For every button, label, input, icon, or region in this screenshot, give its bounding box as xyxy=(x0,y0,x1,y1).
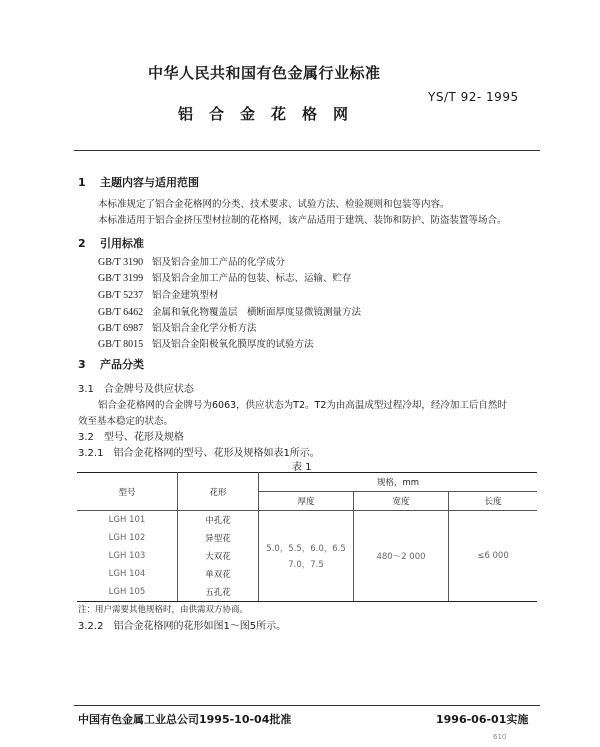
header-spec: 规格，mm xyxy=(259,473,538,492)
cell-width: 480～2 000 xyxy=(354,511,449,602)
table-row xyxy=(77,511,537,530)
reference-item xyxy=(98,304,361,318)
subsection-3-2-2-text: 3.2.2 铝合金花格网的花形如图1～图5所示。 xyxy=(78,621,287,632)
reference-title: 铝及铝合金加工产品的化学成分 xyxy=(152,257,286,268)
cell-pattern: 五孔花 xyxy=(178,583,259,602)
table-1-caption: 表 1 xyxy=(292,462,312,473)
reference-item xyxy=(98,320,257,334)
section-2-number: 2 xyxy=(78,237,86,250)
subsection-3-1-line-2: 效至基本稳定的状态。 xyxy=(78,416,174,427)
table-1 xyxy=(77,472,537,602)
header-model: 型号 xyxy=(77,473,178,511)
reference-code: GB/T 8015 xyxy=(98,339,144,350)
implementation-date: 1996-06-01实施 xyxy=(436,713,529,726)
page-mark: 610 xyxy=(493,733,507,741)
reference-title: 金属和氧化物覆盖层 横断面厚度显微镜测量方法 xyxy=(152,307,362,318)
reference-item xyxy=(98,270,352,284)
reference-title: 铝及铝合金加工产品的包装、标志、运输、贮存 xyxy=(152,273,352,284)
cell-model: LGH 105 xyxy=(77,583,178,602)
subsection-3-2-title: 3.2 型号、花形及规格 xyxy=(78,432,184,443)
reference-code: GB/T 5237 xyxy=(98,290,144,301)
section-1-para-1: 本标准规定了铝合金花格网的分类、技术要求、试验方法、检验规则和包装等内容。 xyxy=(98,199,450,210)
header-thickness: 厚度 xyxy=(259,492,354,511)
reference-code: GB/T 6462 xyxy=(98,307,144,318)
section-3-number: 3 xyxy=(78,358,86,371)
cell-model: LGH 104 xyxy=(77,565,178,583)
header-rule xyxy=(74,150,540,151)
footer-rule xyxy=(74,705,540,706)
section-1-para-2: 本标准适用于铝合金挤压型材拉制的花格网，该产品适用于建筑、装饰和防护、防盗装置等场合。 xyxy=(98,215,507,226)
thickness-line-1: 5.0，5.5，6.0，6.5 xyxy=(266,544,346,554)
cell-model: LGH 101 xyxy=(77,511,178,530)
cell-model: LGH 103 xyxy=(77,547,178,565)
approval-text: 中国有色金属工业总公司1995-10-04批准 xyxy=(78,713,292,726)
cell-thickness xyxy=(259,511,354,602)
header-width: 宽度 xyxy=(354,492,449,511)
reference-item xyxy=(98,336,314,350)
cell-length: ≤6 000 xyxy=(449,511,538,602)
section-3-title: 产品分类 xyxy=(100,358,144,371)
document-title: 铝合金花格网 xyxy=(178,105,365,123)
header-pattern: 花形 xyxy=(178,473,259,511)
standard-code: YS/T 92- 1995 xyxy=(428,90,519,104)
reference-item xyxy=(98,254,285,268)
header-length: 长度 xyxy=(449,492,538,511)
thickness-line-2: 7.0，7.5 xyxy=(288,560,324,570)
reference-code: GB/T 3199 xyxy=(98,273,144,284)
subsection-3-1-title: 3.1 合金牌号及供应状态 xyxy=(78,384,194,395)
subsection-3-2-1-text: 3.2.1 铝合金花格网的型号、花形及规格如表1所示。 xyxy=(78,448,320,459)
table-header-row xyxy=(77,473,537,492)
section-1-number: 1 xyxy=(78,176,86,189)
table-1-note: 注：用户需要其他规格时，由供需双方协商。 xyxy=(78,605,249,615)
reference-title: 铝及铝合金化学分析方法 xyxy=(152,323,257,334)
section-1-title: 主题内容与适用范围 xyxy=(100,176,199,189)
reference-title: 铝及铝合金阳极氧化膜厚度的试验方法 xyxy=(152,339,314,350)
cell-pattern: 大双花 xyxy=(178,547,259,565)
cell-pattern: 异型花 xyxy=(178,529,259,547)
standard-organization-title: 中华人民共和国有色金属行业标准 xyxy=(148,64,381,82)
reference-item xyxy=(98,287,219,301)
section-1-heading xyxy=(78,174,199,190)
subsection-3-1-line-1: 铝合金花格网的合金牌号为6063，供应状态为T2。T2为由高温成型过程冷却，经冷加工后自然时 xyxy=(98,400,507,411)
cell-pattern: 中孔花 xyxy=(178,511,259,530)
reference-title: 铝合金建筑型材 xyxy=(152,290,219,301)
reference-code: GB/T 3190 xyxy=(98,257,144,268)
cell-pattern: 单双花 xyxy=(178,565,259,583)
section-3-heading xyxy=(78,356,144,372)
cell-model: LGH 102 xyxy=(77,529,178,547)
section-2-title: 引用标准 xyxy=(100,237,144,250)
reference-code: GB/T 6987 xyxy=(98,323,144,334)
section-2-heading xyxy=(78,235,144,251)
